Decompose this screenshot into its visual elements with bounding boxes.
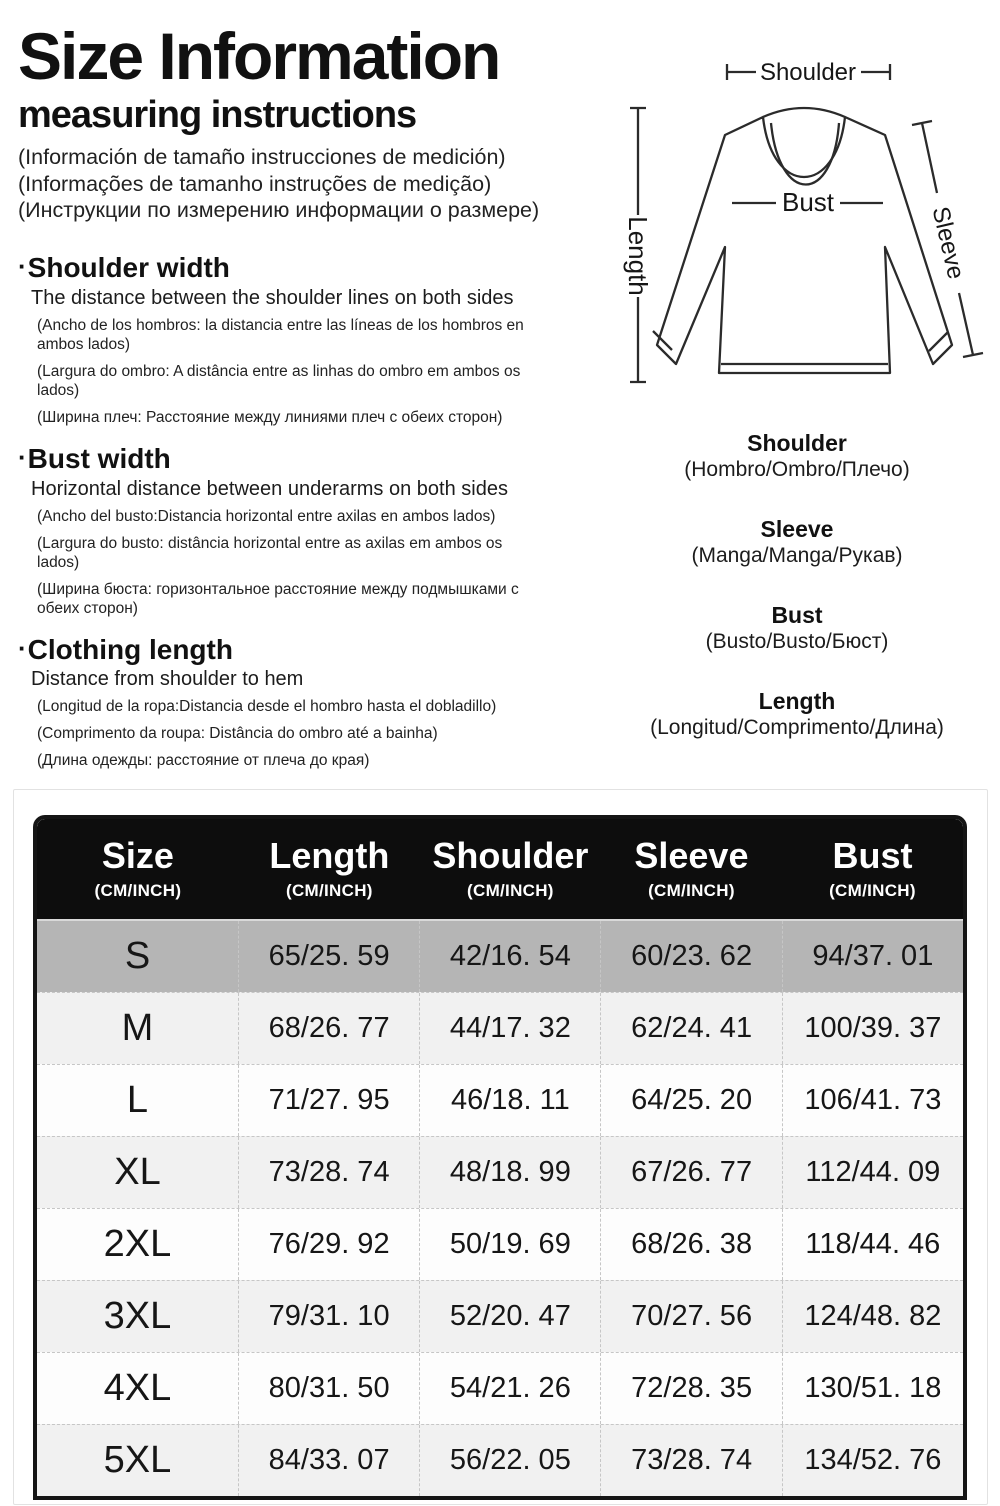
section-translation-es: (Ancho del busto:Distancia horizontal entre axilas en ambos lados)	[37, 507, 496, 525]
table-row-l	[37, 1064, 963, 1136]
column-header-size: Size (CM/INCH)	[94, 834, 182, 901]
cell-bust: 124/48. 82	[782, 1281, 963, 1352]
legend-name: Shoulder	[747, 430, 847, 456]
cell-length: 79/31. 10	[238, 1281, 419, 1352]
table-row-2xl	[37, 1208, 963, 1280]
table-row-5xl	[37, 1424, 963, 1496]
legend-translation: (Busto/Busto/Бюст)	[705, 630, 889, 653]
legend-entry-length	[602, 688, 992, 741]
cell-size: L	[126, 1079, 149, 1121]
legend-entry-bust	[602, 602, 992, 655]
legend-name: Sleeve	[760, 516, 834, 542]
cell-length: 65/25. 59	[238, 921, 419, 992]
bullet-icon: ·	[18, 632, 27, 663]
cell-sleeve: 64/25. 20	[600, 1065, 781, 1136]
title-translation-es: (Información de tamaño instrucciones de medición)	[18, 145, 506, 170]
shirt-outline	[657, 117, 952, 373]
legend-name: Bust	[771, 602, 823, 628]
section-description: Distance from shoulder to hem	[31, 668, 304, 691]
unit-label: (CM/INCH)	[94, 881, 182, 901]
cell-length: 84/33. 07	[238, 1425, 419, 1496]
measuring-instructions-panel	[18, 19, 598, 770]
cell-size: S	[124, 935, 151, 977]
cell-sleeve: 67/26. 77	[600, 1137, 781, 1208]
cell-size: 4XL	[103, 1367, 172, 1409]
bullet-icon: ·	[18, 441, 27, 472]
measure-legend	[602, 430, 992, 774]
cell-size: M	[121, 1007, 154, 1049]
section-translation-pt: (Largura do busto: distância horizontal entre as axilas em ambos os lados)	[37, 534, 503, 571]
unit-label: (CM/INCH)	[286, 881, 373, 901]
back-neck-line	[763, 108, 845, 117]
section-translation-pt: (Largura do ombro: A distância entre as linhas do ombro em ambos os lados)	[37, 362, 521, 399]
cell-sleeve: 68/26. 38	[600, 1209, 781, 1280]
size-table-header	[37, 819, 963, 921]
cell-sleeve: 60/23. 62	[600, 921, 781, 992]
cell-shoulder: 48/18. 99	[419, 1137, 600, 1208]
cell-sleeve: 62/24. 41	[600, 993, 781, 1064]
section-translation-es: (Ancho de los hombros: la distancia entre las líneas de los hombros en ambos lados)	[37, 316, 524, 353]
length-diagram-label: Length	[623, 216, 653, 296]
section-translation-ru: (Длина одежды: расстояние от плеча до края)	[37, 752, 370, 770]
section-description: The distance between the shoulder lines on both sides	[31, 286, 514, 309]
section-translation-ru: (Ширина плеч: Расстояние между линиями плеч с обеих сторон)	[37, 408, 503, 426]
title-translation-pt: (Informações de tamanho instruções de medição)	[18, 171, 492, 196]
cell-shoulder: 42/16. 54	[419, 921, 600, 992]
legend-translation: (Hombro/Ombro/Плечо)	[684, 458, 910, 481]
title-translation-ru: (Инструкции по измерению информации о размере)	[18, 198, 540, 223]
cell-sleeve: 70/27. 56	[600, 1281, 781, 1352]
cell-bust: 100/39. 37	[782, 993, 963, 1064]
shirt-measurement-diagram	[600, 35, 1000, 433]
legend-translation: (Manga/Manga/Рукав)	[691, 544, 903, 567]
cell-size: 3XL	[103, 1295, 172, 1337]
cell-size: 5XL	[103, 1439, 172, 1481]
cell-size: 2XL	[103, 1223, 172, 1265]
legend-entry-sleeve	[602, 516, 992, 569]
cell-bust: 106/41. 73	[782, 1065, 963, 1136]
section-translation-es: (Longitud de la ropa:Distancia desde el hombro hasta el dobladillo)	[37, 698, 497, 716]
cell-shoulder: 56/22. 05	[419, 1425, 600, 1496]
unit-label: (CM/INCH)	[648, 881, 735, 901]
cell-shoulder: 50/19. 69	[419, 1209, 600, 1280]
cell-sleeve: 73/28. 74	[600, 1425, 781, 1496]
column-header-bust: Bust (CM/INCH)	[829, 834, 916, 901]
cell-bust: 112/44. 09	[782, 1137, 963, 1208]
sleeve-diagram-label: Sleeve	[926, 204, 970, 282]
unit-label: (CM/INCH)	[829, 881, 916, 901]
legend-translation: (Longitud/Comprimento/Длина)	[650, 716, 944, 739]
cell-bust: 118/44. 46	[782, 1209, 963, 1280]
cell-bust: 134/52. 76	[782, 1425, 963, 1496]
table-row-4xl	[37, 1352, 963, 1424]
cell-length: 68/26. 77	[238, 993, 419, 1064]
section-bust-width	[18, 443, 598, 618]
section-description: Horizontal distance between underarms on both sides	[31, 477, 508, 500]
cell-shoulder: 52/20. 47	[419, 1281, 600, 1352]
cell-length: 76/29. 92	[238, 1209, 419, 1280]
section-heading: Clothing length	[27, 633, 233, 665]
section-clothing-length	[18, 634, 598, 771]
cell-shoulder: 46/18. 11	[419, 1065, 600, 1136]
page-subtitle: measuring instructions	[18, 93, 417, 136]
section-heading: Shoulder width	[27, 251, 230, 283]
table-row-xl	[37, 1136, 963, 1208]
cell-shoulder: 44/17. 32	[419, 993, 600, 1064]
cell-bust: 130/51. 18	[782, 1353, 963, 1424]
page-title: Size Information	[18, 19, 500, 93]
cell-length: 80/31. 50	[238, 1353, 419, 1424]
table-row-s	[37, 921, 963, 992]
table-row-3xl	[37, 1280, 963, 1352]
shoulder-diagram-label: Shoulder	[759, 59, 857, 86]
bullet-icon: ·	[18, 250, 27, 281]
legend-entry-shoulder	[602, 430, 992, 483]
cell-length: 71/27. 95	[238, 1065, 419, 1136]
section-heading: Bust width	[27, 442, 171, 474]
section-translation-pt: (Comprimento da roupa: Distância do ombro até a bainha)	[37, 725, 438, 743]
section-shoulder-width	[18, 252, 598, 427]
cell-sleeve: 72/28. 35	[600, 1353, 781, 1424]
cell-length: 73/28. 74	[238, 1137, 419, 1208]
column-header-length: Length (CM/INCH)	[269, 834, 390, 901]
size-table	[33, 815, 967, 1500]
section-translation-ru: (Ширина бюста: горизонтальное расстояние между подмышками с обеих сторон)	[37, 580, 519, 617]
cell-bust: 94/37. 01	[782, 921, 963, 992]
legend-name: Length	[758, 688, 836, 714]
title-translations	[18, 144, 598, 224]
column-header-sleeve: Sleeve (CM/INCH)	[634, 834, 749, 901]
cell-size: XL	[114, 1151, 161, 1193]
size-table-body	[37, 921, 963, 1496]
cell-shoulder: 54/21. 26	[419, 1353, 600, 1424]
column-header-shoulder: Shoulder (CM/INCH)	[432, 834, 589, 901]
unit-label: (CM/INCH)	[467, 881, 554, 901]
table-row-m	[37, 992, 963, 1064]
bust-diagram-label: Bust	[781, 187, 835, 217]
